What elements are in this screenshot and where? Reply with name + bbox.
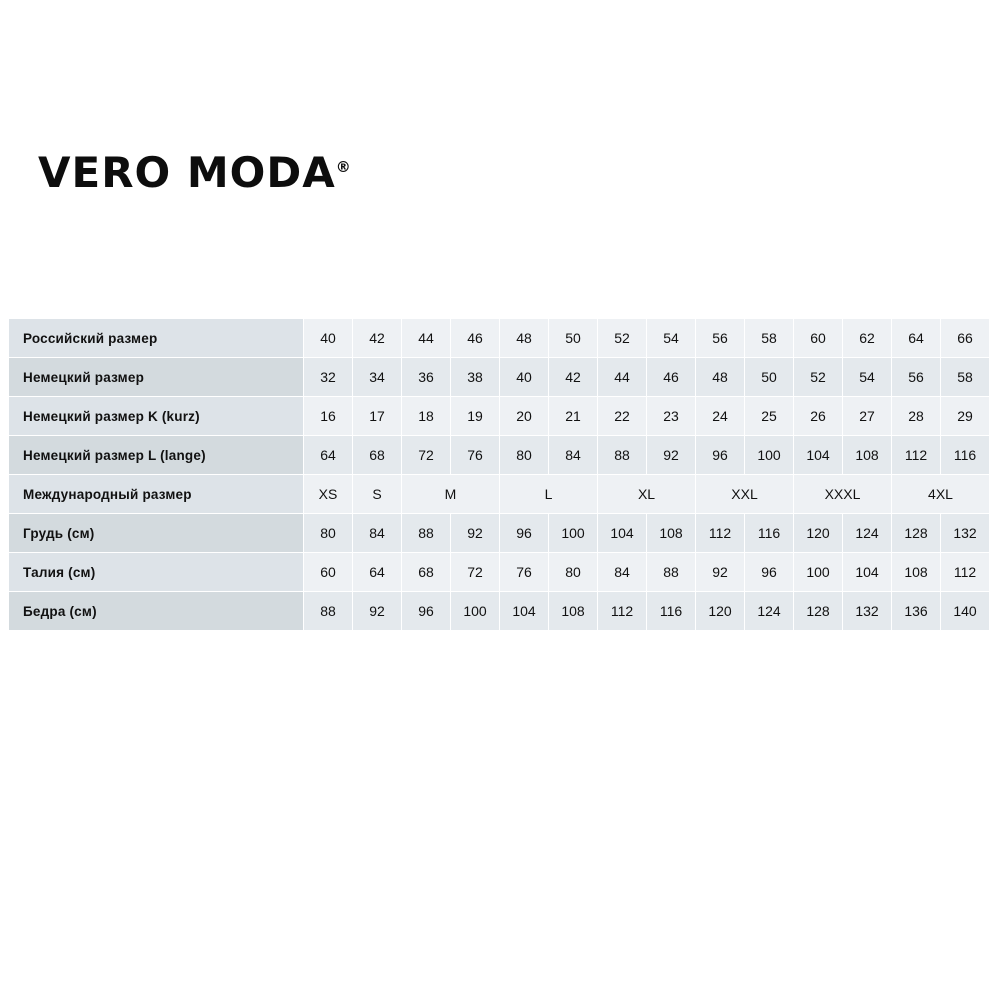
table-cell: 76 <box>451 436 500 475</box>
table-cell: 17 <box>353 397 402 436</box>
table-cell: 58 <box>941 358 990 397</box>
table-cell: 108 <box>549 592 598 631</box>
table-cell: 60 <box>304 553 353 592</box>
table-cell: 108 <box>892 553 941 592</box>
table-row <box>9 358 990 397</box>
size-table-wrapper <box>8 318 990 631</box>
table-cell: 68 <box>402 553 451 592</box>
table-row <box>9 514 990 553</box>
table-cell: 46 <box>647 358 696 397</box>
table-cell: 21 <box>549 397 598 436</box>
table-cell: 20 <box>500 397 549 436</box>
table-cell: 116 <box>745 514 794 553</box>
table-cell: 54 <box>647 319 696 358</box>
table-cell: 80 <box>500 436 549 475</box>
table-cell: 24 <box>696 397 745 436</box>
table-cell: 116 <box>941 436 990 475</box>
table-cell: 100 <box>451 592 500 631</box>
table-cell: 128 <box>892 514 941 553</box>
table-cell: 64 <box>304 436 353 475</box>
table-cell: 68 <box>353 436 402 475</box>
table-cell: 56 <box>696 319 745 358</box>
table-cell: XXL <box>696 475 794 514</box>
table-cell: 76 <box>500 553 549 592</box>
row-header: Бедра (см) <box>9 592 304 631</box>
table-cell: 44 <box>598 358 647 397</box>
table-cell: 84 <box>598 553 647 592</box>
table-cell: 44 <box>402 319 451 358</box>
table-cell: 120 <box>696 592 745 631</box>
table-row <box>9 475 990 514</box>
table-cell: 72 <box>451 553 500 592</box>
table-cell: 26 <box>794 397 843 436</box>
table-cell: M <box>402 475 500 514</box>
table-cell: 64 <box>892 319 941 358</box>
table-cell: 42 <box>549 358 598 397</box>
brand-name: VERO MODA <box>38 148 336 197</box>
table-cell: 50 <box>745 358 794 397</box>
table-cell: 112 <box>941 553 990 592</box>
table-cell: 34 <box>353 358 402 397</box>
table-cell: 92 <box>696 553 745 592</box>
table-cell: 29 <box>941 397 990 436</box>
table-cell: 120 <box>794 514 843 553</box>
row-header: Грудь (см) <box>9 514 304 553</box>
table-cell: 92 <box>353 592 402 631</box>
table-cell: 27 <box>843 397 892 436</box>
table-cell: 88 <box>402 514 451 553</box>
table-cell: 104 <box>500 592 549 631</box>
table-cell: XS <box>304 475 353 514</box>
row-header: Немецкий размер L (lange) <box>9 436 304 475</box>
table-cell: 108 <box>647 514 696 553</box>
table-cell: 25 <box>745 397 794 436</box>
table-cell: 104 <box>598 514 647 553</box>
table-cell: L <box>500 475 598 514</box>
table-cell: 96 <box>745 553 794 592</box>
row-header: Талия (см) <box>9 553 304 592</box>
table-cell: XL <box>598 475 696 514</box>
table-cell: 4XL <box>892 475 990 514</box>
table-cell: 22 <box>598 397 647 436</box>
table-cell: 66 <box>941 319 990 358</box>
table-cell: 100 <box>549 514 598 553</box>
row-header: Международный размер <box>9 475 304 514</box>
table-cell: 88 <box>647 553 696 592</box>
table-cell: 23 <box>647 397 696 436</box>
table-cell: 19 <box>451 397 500 436</box>
table-row <box>9 592 990 631</box>
table-cell: 132 <box>843 592 892 631</box>
table-cell: 40 <box>304 319 353 358</box>
table-row <box>9 319 990 358</box>
table-cell: 96 <box>696 436 745 475</box>
table-row <box>9 397 990 436</box>
row-header: Российский размер <box>9 319 304 358</box>
table-cell: 48 <box>696 358 745 397</box>
table-cell: 72 <box>402 436 451 475</box>
table-cell: 16 <box>304 397 353 436</box>
registered-trademark-icon: ® <box>335 158 351 176</box>
table-cell: 112 <box>892 436 941 475</box>
table-row <box>9 436 990 475</box>
table-cell: 116 <box>647 592 696 631</box>
table-cell: 92 <box>647 436 696 475</box>
table-cell: 52 <box>598 319 647 358</box>
table-cell: 104 <box>794 436 843 475</box>
table-row <box>9 553 990 592</box>
table-cell: 56 <box>892 358 941 397</box>
table-cell: 140 <box>941 592 990 631</box>
table-cell: 92 <box>451 514 500 553</box>
table-cell: 88 <box>598 436 647 475</box>
table-cell: S <box>353 475 402 514</box>
table-cell: 100 <box>745 436 794 475</box>
table-cell: 52 <box>794 358 843 397</box>
table-cell: 48 <box>500 319 549 358</box>
table-cell: 40 <box>500 358 549 397</box>
table-cell: 96 <box>500 514 549 553</box>
table-cell: 84 <box>549 436 598 475</box>
table-cell: 42 <box>353 319 402 358</box>
table-cell: 36 <box>402 358 451 397</box>
table-cell: XXXL <box>794 475 892 514</box>
table-cell: 28 <box>892 397 941 436</box>
table-cell: 108 <box>843 436 892 475</box>
table-cell: 58 <box>745 319 794 358</box>
table-cell: 100 <box>794 553 843 592</box>
table-cell: 62 <box>843 319 892 358</box>
table-cell: 124 <box>745 592 794 631</box>
size-table-body <box>9 319 990 631</box>
table-cell: 38 <box>451 358 500 397</box>
table-cell: 88 <box>304 592 353 631</box>
table-cell: 64 <box>353 553 402 592</box>
table-cell: 124 <box>843 514 892 553</box>
table-cell: 32 <box>304 358 353 397</box>
table-cell: 46 <box>451 319 500 358</box>
table-cell: 128 <box>794 592 843 631</box>
brand-logo <box>38 148 351 197</box>
size-table <box>8 318 990 631</box>
table-cell: 112 <box>598 592 647 631</box>
table-cell: 136 <box>892 592 941 631</box>
row-header: Немецкий размер <box>9 358 304 397</box>
table-cell: 60 <box>794 319 843 358</box>
table-cell: 112 <box>696 514 745 553</box>
table-cell: 54 <box>843 358 892 397</box>
table-cell: 80 <box>549 553 598 592</box>
table-cell: 104 <box>843 553 892 592</box>
row-header: Немецкий размер K (kurz) <box>9 397 304 436</box>
table-cell: 50 <box>549 319 598 358</box>
table-cell: 80 <box>304 514 353 553</box>
table-cell: 84 <box>353 514 402 553</box>
table-cell: 96 <box>402 592 451 631</box>
table-cell: 18 <box>402 397 451 436</box>
table-cell: 132 <box>941 514 990 553</box>
